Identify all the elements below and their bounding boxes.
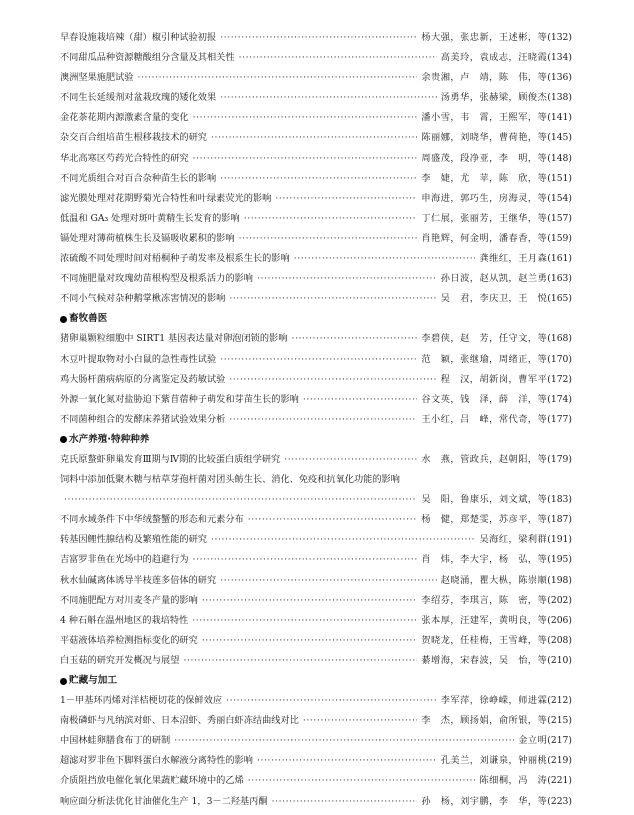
toc-entry[interactable]	[60, 128, 572, 148]
toc-entry[interactable]	[60, 751, 572, 771]
toc-entry[interactable]	[60, 691, 572, 711]
entry-authors: 高美玲，袁成志，汪晓霞	[440, 52, 548, 64]
entry-title[interactable]: 不同施肥量对玫瑰幼苗根构型及根系活力的影响	[60, 273, 253, 285]
leader-dots	[211, 530, 475, 550]
leader-dots	[138, 68, 418, 88]
entry-page-number[interactable]: (206)	[547, 614, 572, 626]
leader-dots	[229, 410, 417, 430]
toc-entry[interactable]	[60, 510, 572, 530]
entry-page-number[interactable]: (215)	[547, 715, 572, 727]
entry-page-number[interactable]: (159)	[547, 232, 572, 244]
entry-title[interactable]: 鸡大肠杆菌病病原的分离鉴定及药敏试验	[60, 373, 226, 385]
leader-dots	[303, 711, 417, 731]
bullet-icon	[60, 436, 67, 443]
entry-title[interactable]: 响应面分析法优化甘油催化生产 1，3－二羟基丙酮	[60, 795, 268, 807]
entry-page-number[interactable]: (170)	[547, 353, 572, 365]
leader-dots	[193, 550, 418, 570]
entry-title[interactable]: 1－甲基环丙烯对洋桔梗切花的保鲜效应	[60, 695, 223, 707]
entry-authors: 吴海红，梁利群	[479, 534, 548, 546]
toc-entry[interactable]	[60, 68, 572, 88]
leader-dots	[202, 631, 418, 651]
leader-dots	[257, 751, 437, 771]
entry-page-number[interactable]: (198)	[547, 574, 572, 586]
entry-page-number[interactable]: (148)	[547, 152, 572, 164]
entry-authors: 杨大强，张忠新，王述彬，等	[421, 32, 548, 43]
entry-title[interactable]: 超滤对罗非鱼下脚料蛋白水解液分离特性的影响	[60, 755, 253, 767]
entry-authors: 王小红，吕 峰，常代奇，等	[421, 413, 548, 425]
entry-authors: 程 汉，胡新岗，曹军平	[440, 373, 548, 385]
entry-authors: 申海进，郭巧生，房海灵，等	[421, 192, 548, 204]
leader-dots	[284, 450, 417, 470]
entry-authors: 杨 健，郑楚雯，苏彦平，等	[421, 514, 548, 526]
entry-page-number[interactable]: (163)	[547, 273, 572, 285]
toc-entry[interactable]	[60, 229, 572, 249]
entry-page-number[interactable]: (217)	[547, 735, 572, 747]
leader-dots	[303, 390, 417, 410]
toc-entry[interactable]	[60, 792, 572, 812]
entry-page-number[interactable]: (141)	[547, 112, 572, 124]
entry-title[interactable]: 饲料中添加低聚木糖与枯草芽孢杆菌对团头鲂生长、消化、免疫和抗氧化功能的影响	[60, 474, 400, 486]
entry-title[interactable]: 猪卵巢颗粒细胞中 SIRT1 基因表达量对卵泡闭锁的影响	[60, 333, 288, 345]
entry-title[interactable]: 不同施肥配方对川麦冬产量的影响	[60, 594, 198, 606]
toc-entry[interactable]	[60, 48, 572, 68]
entry-title[interactable]: 华北高寒区芍药光合特性的研究	[60, 152, 189, 164]
entry-page-number[interactable]: (195)	[547, 554, 572, 566]
toc-entry[interactable]	[60, 329, 572, 349]
leader-dots	[239, 229, 418, 249]
leader-dots	[192, 611, 417, 631]
entry-authors: 肖 炜，李大宇，杨 弘，等	[421, 554, 548, 566]
entry-page-number[interactable]: (208)	[547, 634, 572, 646]
entry-authors: 范 颖，张继瑜，周绪正，等	[421, 353, 548, 365]
entry-authors: 丁仁展，张丽芳，王继华，等	[421, 212, 548, 224]
entry-page-number[interactable]: (151)	[547, 172, 572, 184]
leader-dots	[226, 691, 437, 711]
entry-title[interactable]: 木豆叶提取物对小白鼠的急性毒性试验	[60, 353, 217, 365]
toc-entry[interactable]	[60, 450, 572, 470]
entry-title[interactable]: 不同水域条件下中华绒螯蟹的形态和元素分布	[60, 514, 244, 526]
entry-title[interactable]: 平菇液体培养检测指标变化的研究	[60, 634, 198, 646]
leader-dots	[220, 571, 437, 591]
entry-authors: 孙 杨，刘宇鹏，李 华，等	[421, 795, 548, 807]
entry-authors: 李 婕，尤 苹，陈 欣，等	[421, 172, 548, 184]
entry-title[interactable]: 早春设施栽培辣（甜）椒引种试验初报	[60, 32, 217, 43]
entry-title[interactable]: 金花茶花期内源激素含量的变化	[60, 112, 189, 124]
toc-entry[interactable]	[60, 169, 572, 189]
entry-page-number[interactable]: (168)	[547, 333, 572, 345]
entry-title[interactable]: 不同甜瓜品种资源糖酸组分含量及其相关性	[60, 52, 235, 64]
entry-page-number[interactable]: (210)	[547, 654, 572, 666]
entry-page-number[interactable]: (161)	[547, 253, 572, 265]
toc-entry[interactable]	[60, 88, 572, 108]
entry-page-number[interactable]: (174)	[547, 393, 572, 405]
toc-entry[interactable]	[60, 28, 572, 48]
entry-authors: 孙日波，赵从凯，赵兰勇	[440, 273, 548, 285]
entry-title[interactable]: 南极磷虾与凡纳滨对虾、日本沼虾、秀丽白虾冻结曲线对比	[60, 715, 299, 727]
leader-dots	[202, 591, 418, 611]
entry-title[interactable]: 转基因鲤性腺结构及繁殖性能的研究	[60, 534, 207, 546]
entry-authors: 龚维红，王月森	[479, 253, 548, 265]
toc-entry[interactable]	[60, 370, 572, 390]
section-heading-text: 贮藏与加工	[69, 675, 117, 686]
leader-dots	[64, 490, 417, 510]
entry-title[interactable]: 滤光膜处理对花期野菊光合特性和叶绿素荧光的影响	[60, 192, 272, 204]
entry-page-number[interactable]: (179)	[547, 453, 572, 465]
entry-page-number[interactable]: (157)	[547, 212, 572, 224]
toc-entry[interactable]	[60, 108, 572, 128]
entry-authors: 陈细桐，冯 涛	[479, 775, 548, 787]
entry-authors: 汤勇华，张赫梁，顾俊杰	[440, 92, 548, 104]
entry-authors: 谷文英，钱 泽，薛 洋，等	[421, 393, 548, 405]
leader-dots	[229, 289, 436, 309]
entry-authors: 贺晓龙，任桂梅，王雪峰，等	[421, 634, 548, 646]
entry-authors: 吴 君，李庆卫，王 悦	[440, 293, 548, 305]
entry-authors: 綦增海，宋春波，吴 怡，等	[421, 654, 548, 666]
entry-authors: 肖艳辉，何金明，潘春香，等	[421, 232, 548, 244]
entry-title[interactable]: 中国林蛙卵膳食布丁的研制	[60, 735, 171, 747]
entry-title[interactable]: 吉富罗非鱼在光场中的趋避行为	[60, 554, 189, 566]
leader-dots	[220, 350, 417, 370]
leader-dots	[239, 48, 437, 68]
toc-entry[interactable]	[60, 550, 572, 570]
entry-title[interactable]: 白玉菇的研究开发概况与展望	[60, 654, 180, 666]
section-heading	[60, 309, 572, 329]
entry-page-number[interactable]: (191)	[547, 534, 572, 546]
leader-dots	[193, 149, 418, 169]
entry-title[interactable]: 不同生长延缓剂对盆栽玫瑰的矮化效果	[60, 92, 217, 104]
toc-entry[interactable]	[60, 651, 572, 671]
entry-authors: 潘小雪，韦 霄，王熙军，等	[421, 112, 548, 124]
leader-dots	[275, 189, 417, 209]
toc-entry[interactable]	[60, 249, 572, 269]
toc-entry[interactable]	[60, 410, 572, 430]
toc-entry[interactable]	[60, 269, 572, 289]
entry-title[interactable]: 介质阻挡放电催化氧化果蔬贮藏环境中的乙烯	[60, 775, 244, 787]
entry-page-number[interactable]: (221)	[547, 775, 572, 787]
entry-authors: 李 杰，顾扬娟，俞所银，等	[421, 715, 548, 727]
entry-authors: 李绍芬，李琪言，陈 密，等	[421, 594, 548, 606]
entry-title[interactable]: 克氏原螯虾卵巢发育Ⅲ期与Ⅳ期的比较蛋白质组学研究	[60, 453, 281, 465]
leader-dots	[294, 249, 476, 269]
entry-continuation-line	[60, 490, 572, 510]
bullet-icon	[60, 316, 67, 323]
entry-title[interactable]: 外源一氧化氮对盐胁迫下紫苜蓿种子萌发和芽苗生长的影响	[60, 393, 299, 405]
entry-page-number[interactable]: (134)	[547, 52, 572, 64]
entry-page-number[interactable]: (138)	[547, 92, 572, 104]
entry-authors: 水 燕，管政兵，赵朝阳，等	[421, 453, 548, 465]
entry-authors: 李碧侠，赵 芳，任守文，等	[421, 333, 548, 345]
entry-authors: 周盛茂，段净亚，李 明，等	[421, 152, 548, 164]
toc-entry[interactable]	[60, 591, 572, 611]
entry-title[interactable]: 镉处理对薄荷植株生长及镉吸收累积的影响	[60, 232, 235, 244]
entry-page-number[interactable]: (172)	[547, 373, 572, 385]
entry-title[interactable]: 秋水仙碱离体诱导半枝莲多倍体的研究	[60, 574, 217, 586]
entry-authors: 张本厚，汪建军，黄明良，等	[421, 614, 548, 626]
toc-entry[interactable]	[60, 530, 572, 550]
table-of-contents	[60, 28, 572, 812]
entry-page-number[interactable]: (145)	[547, 132, 572, 144]
toc-entry[interactable]	[60, 631, 572, 651]
toc-entry[interactable]	[60, 149, 572, 169]
entry-authors: 吴 阳，鲁康乐，刘文斌，等	[421, 494, 548, 506]
entry-title[interactable]: 低温和 GA₃ 处理对斑叶黄精生长发育的影响	[60, 212, 240, 224]
entry-page-number[interactable]: (177)	[547, 413, 572, 425]
leader-dots	[257, 269, 437, 289]
leader-dots	[220, 169, 417, 189]
entry-title[interactable]: 杂交百合组培苗生根移栽技术的研究	[60, 132, 207, 144]
toc-entry[interactable]	[60, 731, 572, 751]
section-heading-text: 畜牧兽医	[69, 313, 108, 325]
entry-page-number[interactable]: (223)	[547, 795, 572, 807]
entry-page-number[interactable]: (183)	[547, 494, 572, 506]
entry-page-number[interactable]: (219)	[547, 755, 572, 767]
leader-dots	[220, 88, 437, 108]
leader-dots	[272, 792, 418, 812]
toc-entry[interactable]	[60, 711, 572, 731]
leader-dots	[183, 651, 417, 671]
leader-dots	[291, 329, 417, 349]
leader-dots	[244, 209, 418, 229]
toc-entry[interactable]	[60, 209, 572, 229]
leader-dots	[211, 128, 417, 148]
section-heading	[60, 671, 572, 691]
toc-entry[interactable]	[60, 771, 572, 791]
entry-page-number[interactable]: (136)	[547, 72, 572, 84]
entry-title[interactable]: 4 种石斛在温州地区的栽培特性	[60, 614, 189, 626]
entry-authors: 余贵湘，卢 靖，陈 伟，等	[421, 72, 548, 84]
leader-dots	[220, 28, 417, 48]
toc-entry[interactable]	[60, 350, 572, 370]
entry-page-number[interactable]: (187)	[547, 514, 572, 526]
entry-page-number[interactable]: (132)	[547, 32, 572, 43]
toc-entry[interactable]	[60, 189, 572, 209]
entry-title[interactable]: 不同小气候对杂种鹅掌楸冻害情况的影响	[60, 293, 226, 305]
entry-title[interactable]: 不同光质组合对百合杂种苗生长的影响	[60, 172, 217, 184]
leader-dots	[248, 771, 476, 791]
leader-dots	[229, 370, 436, 390]
toc-entry[interactable]	[60, 571, 572, 591]
toc-entry[interactable]	[60, 390, 572, 410]
entry-title[interactable]: 不同菌种组合的发酵床养猪试验效果分析	[60, 413, 226, 425]
entry-authors: 李军萍，徐峥嵘，师进霖	[440, 695, 548, 707]
entry-title[interactable]: 澳洲坚果施肥试验	[60, 72, 134, 84]
section-heading	[60, 430, 572, 450]
entry-page-number[interactable]: (212)	[547, 695, 572, 707]
leader-dots	[248, 510, 418, 530]
entry-title-line	[60, 470, 572, 490]
entry-authors: 金立明	[518, 735, 548, 747]
entry-authors: 陈丽娜，刘晓华，曹荷艳，等	[421, 132, 548, 144]
entry-authors: 赵晓涌，瞿大枞，陈崇顺	[440, 574, 548, 586]
entry-authors: 孔美兰，刘谦泉，钟丽桃	[440, 755, 548, 767]
toc-entry[interactable]	[60, 470, 572, 510]
entry-title[interactable]: 浓硫酸不同处理时间对梧桐种子萌发率及根系生长的影响	[60, 253, 290, 265]
leader-dots	[174, 731, 514, 751]
leader-dots	[193, 108, 418, 128]
entry-page-number[interactable]: (154)	[547, 192, 572, 204]
entry-page-number[interactable]: (202)	[547, 594, 572, 606]
section-heading-text: 水产养殖·特种种养	[69, 433, 150, 445]
toc-entry[interactable]	[60, 289, 572, 309]
toc-entry[interactable]	[60, 611, 572, 631]
entry-page-number[interactable]: (165)	[547, 293, 572, 305]
bullet-icon	[60, 678, 67, 685]
